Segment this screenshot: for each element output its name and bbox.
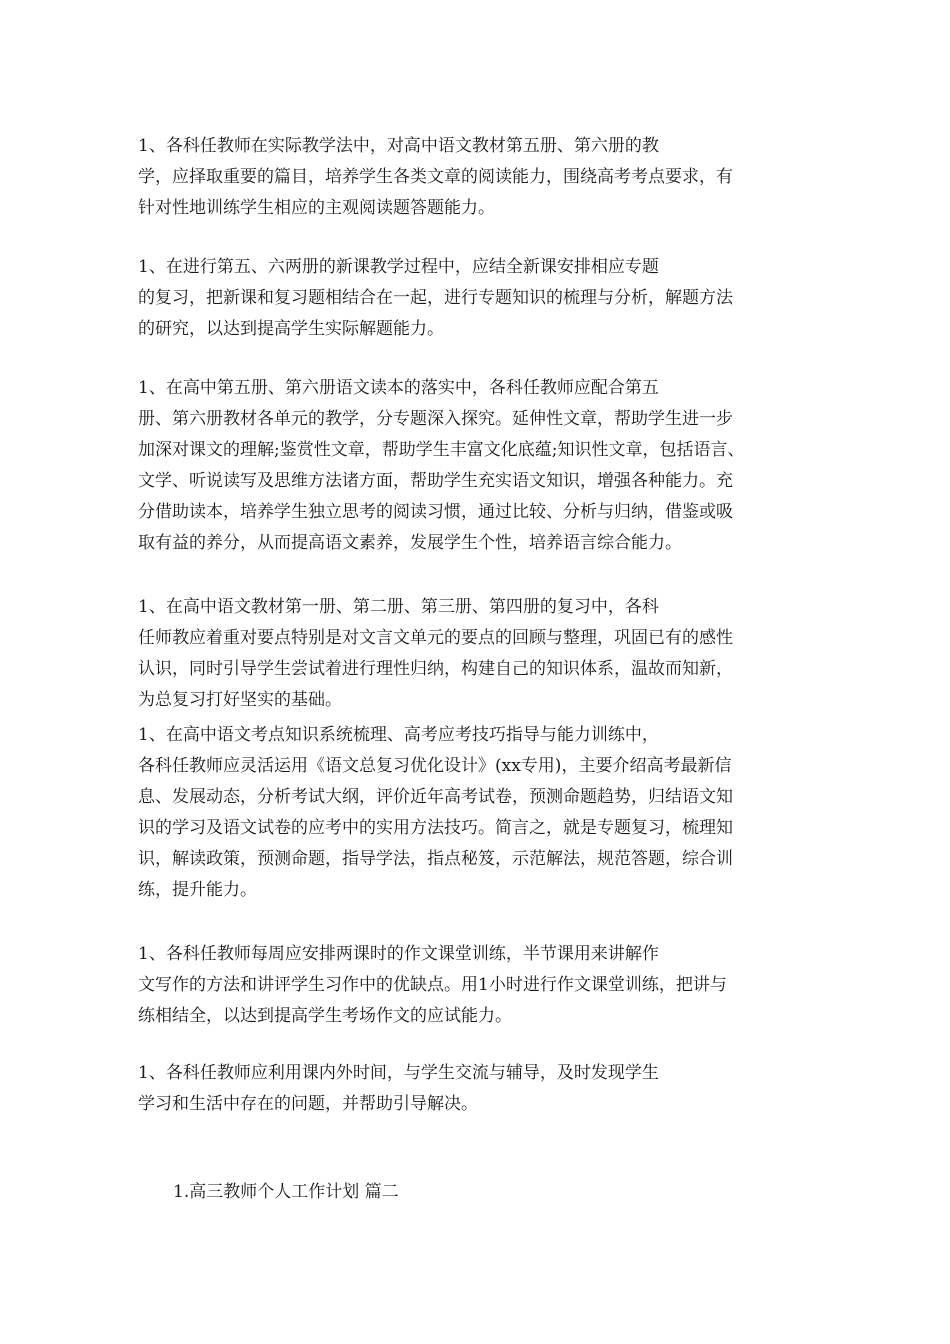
- paragraph-1: [138, 131, 818, 224]
- paragraph-7: [138, 1058, 818, 1120]
- paragraph-3: [138, 373, 818, 559]
- section-heading: 1.高三教师个人工作计划 篇二: [173, 1182, 399, 1202]
- paragraph-line: 的研究，以达到提高学生实际解题能力。: [138, 319, 444, 339]
- paragraph-line: 1、在进行第五、六两册的新课教学过程中，应结全新课安排相应专题: [138, 257, 659, 277]
- paragraph-line: 取有益的养分，从而提高语文素养，发展学生个性，培养语言综合能力。: [138, 533, 682, 553]
- paragraph-line: 1、各科任教师在实际教学法中，对高中语文教材第五册、第六册的教: [138, 136, 659, 156]
- paragraph-line: 分借助读本，培养学生独立思考的阅读习惯，通过比较、分析与归纳，借鉴或吸: [138, 502, 733, 522]
- paragraph-line: 的复习，把新课和复习题相结合在一起，进行专题知识的梳理与分析，解题方法: [138, 288, 733, 308]
- paragraph-line: 1、各科任教师应利用课内外时间，与学生交流与辅导，及时发现学生: [138, 1063, 659, 1083]
- paragraph-line: 练，提升能力。: [138, 880, 257, 900]
- paragraph-line: 识的学习及语文试卷的应考中的实用方法技巧。简言之，就是专题复习，梳理知: [138, 818, 733, 838]
- paragraph-line: 各科任教师应灵活运用《语文总复习优化设计》(xx专用)，主要介绍高考最新信: [138, 756, 732, 776]
- paragraph-line: 息、发展动态，分析考试大纲，评价近年高考试卷，预测命题趋势，归结语文知: [138, 787, 733, 807]
- paragraph-line: 加深对课文的理解;鉴赏性文章，帮助学生丰富文化底蕴;知识性文章，包括语言、: [138, 440, 745, 460]
- paragraph-line: 认识，同时引导学生尝试着进行理性归纳，构建自己的知识体系，温故而知新，: [138, 659, 733, 679]
- paragraph-line: 册、第六册教材各单元的教学，分专题深入探究。延伸性文章，帮助学生进一步: [138, 409, 733, 429]
- paragraph-line: 1、在高中语文教材第一册、第二册、第三册、第四册的复习中，各科: [138, 597, 659, 617]
- paragraph-line: 针对性地训练学生相应的主观阅读题答题能力。: [138, 198, 495, 218]
- paragraph-line: 1、在高中语文考点知识系统梳理、高考应考技巧指导与能力训练中，: [138, 725, 659, 745]
- paragraph-line: 文学、听说读写及思维方法诸方面，帮助学生充实语文知识，增强各种能力。充: [138, 471, 733, 491]
- paragraph-2: [138, 252, 818, 345]
- paragraph-line: 学习和生活中存在的问题，并帮助引导解决。: [138, 1094, 478, 1114]
- paragraph-line: 任师教应着重对要点特别是对文言文单元的要点的回顾与整理，巩固已有的感性: [138, 628, 733, 648]
- paragraph-line: 识，解读政策，预测命题，指导学法，指点秘笈，示范解法，规范答题，综合训: [138, 849, 733, 869]
- paragraph-6: [138, 939, 818, 1032]
- paragraph-4: [138, 592, 818, 716]
- paragraph-line: 1、各科任教师每周应安排两课时的作文课堂训练，半节课用来讲解作: [138, 944, 659, 964]
- paragraph-line: 练相结全，以达到提高学生考场作文的应试能力。: [138, 1006, 512, 1026]
- paragraph-line: 学，应择取重要的篇目，培养学生各类文章的阅读能力，围绕高考考点要求，有: [138, 167, 733, 187]
- paragraph-line: 文写作的方法和讲评学生习作中的优缺点。用1小时进行作文课堂训练，把讲与: [138, 975, 727, 995]
- paragraph-5: [138, 720, 818, 906]
- paragraph-line: 1、在高中第五册、第六册语文读本的落实中，各科任教师应配合第五: [138, 378, 659, 398]
- paragraph-line: 为总复习打好坚实的基础。: [138, 690, 342, 710]
